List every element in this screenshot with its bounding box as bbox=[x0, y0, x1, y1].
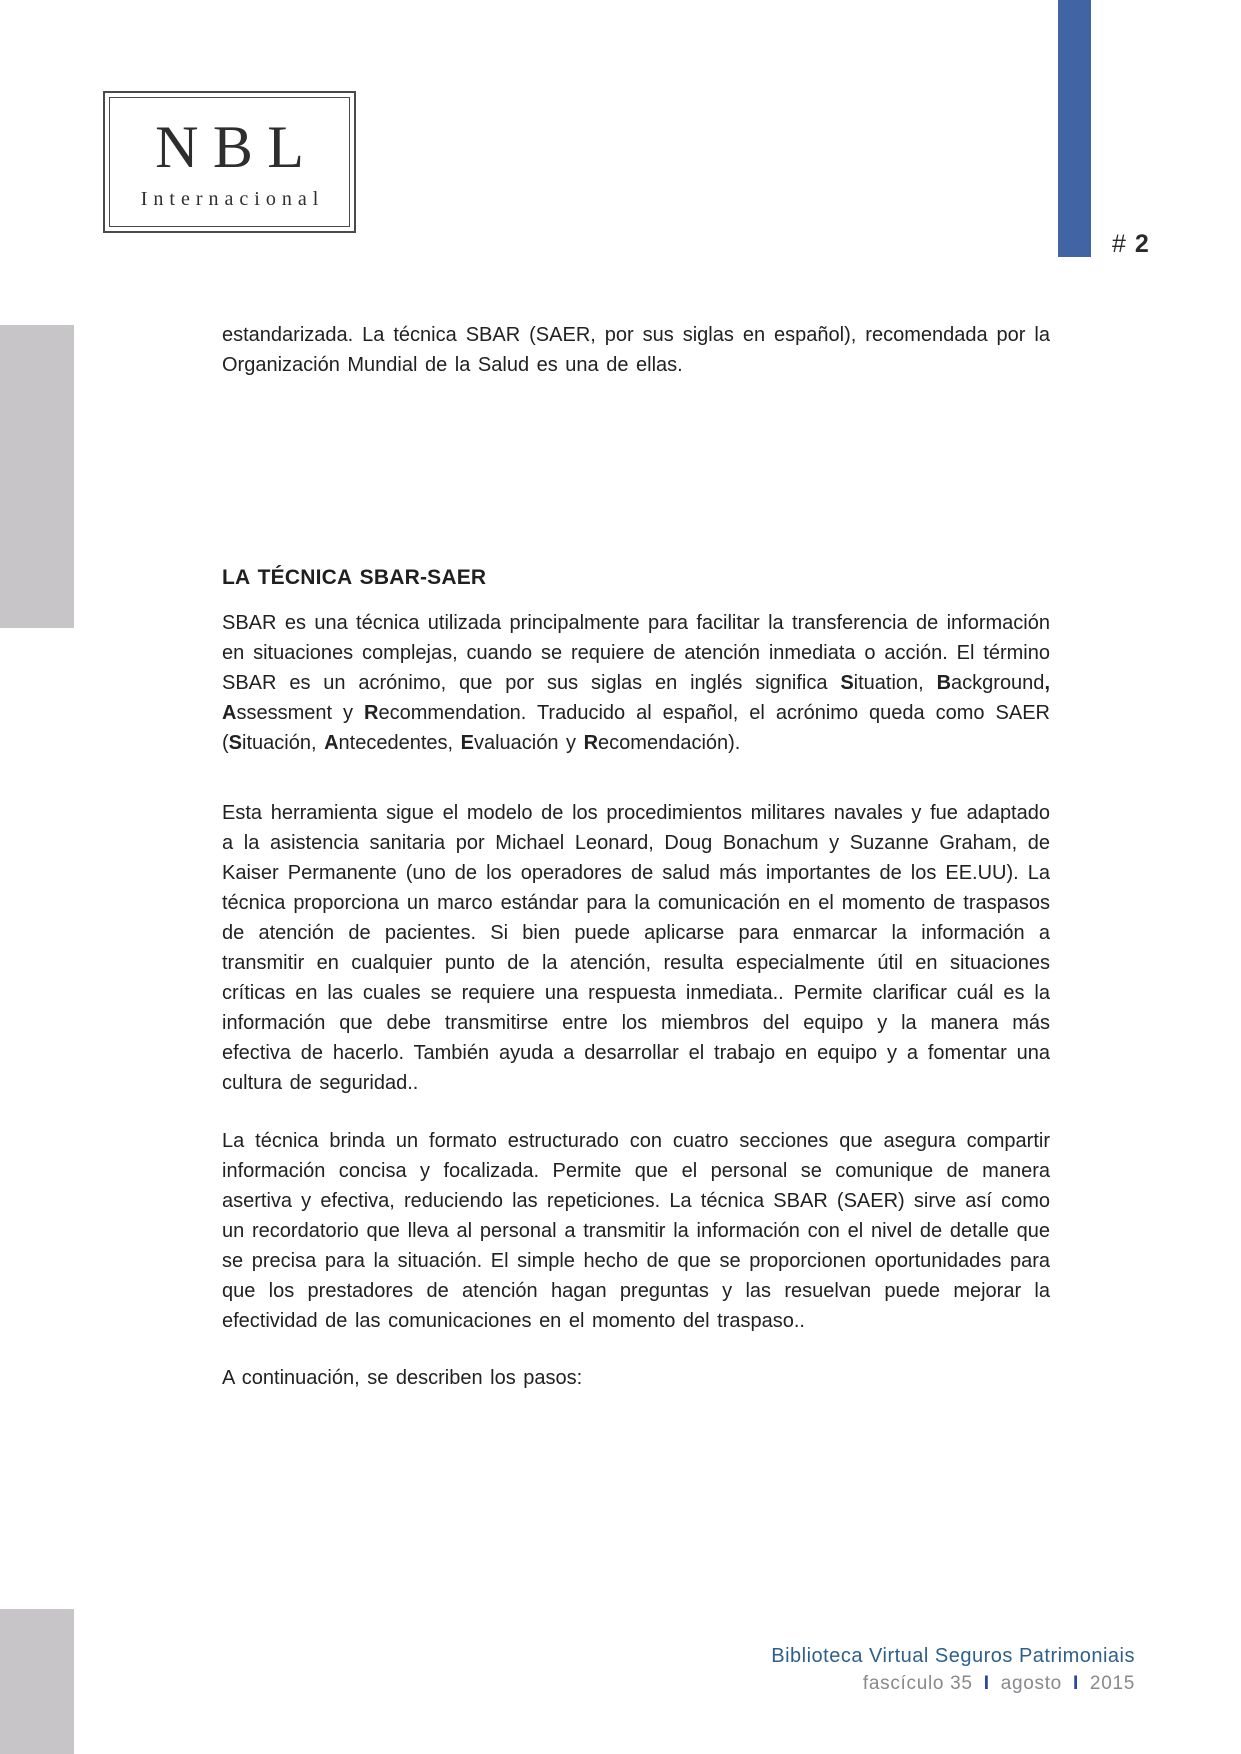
page-number bbox=[1112, 230, 1150, 259]
page-number-hash: # bbox=[1112, 230, 1127, 258]
left-margin-bar-bottom bbox=[0, 1609, 74, 1754]
logo-subtitle: Internacional bbox=[140, 188, 325, 210]
logo-title: NBL bbox=[155, 114, 319, 180]
closing-line: A continuación, se describen los pasos: bbox=[222, 1367, 583, 1389]
section-heading: LA TÉCNICA SBAR-SAER bbox=[222, 566, 487, 589]
footer-separator-icon: I bbox=[983, 1673, 990, 1694]
top-right-accent-bar bbox=[1058, 0, 1091, 257]
page-number-value: 2 bbox=[1134, 230, 1150, 258]
footer-month: agosto bbox=[1000, 1673, 1062, 1694]
nbl-logo-frame bbox=[109, 97, 350, 227]
sbar-definition-paragraph: SBAR es una técnica utilizada principalmente para facilitar la transferencia de información en situaciones complejas, cuando se requiere de atención inmediata o acción. El término SBAR es un acrónimo, que por sus siglas en inglés significa Situation, Background, Assessment y Recommendation. Traducido al español, el acrónimo queda como SAER (Situación, Antecedentes, Evaluación y Recomendación). bbox=[222, 612, 1051, 754]
left-margin-bar-top bbox=[0, 325, 74, 628]
footer-year: 2015 bbox=[1089, 1673, 1135, 1694]
page-footer bbox=[771, 1643, 1135, 1695]
footer-meta bbox=[771, 1673, 1135, 1695]
intro-paragraph: estandarizada. La técnica SBAR (SAER, por sus siglas en español), recomendada por la Organización Mundial de la Salud es una de ellas. bbox=[222, 324, 1050, 376]
format-paragraph: La técnica brinda un formato estructurado con cuatro secciones que asegura compartir información concisa y focalizada. Permite que el personal se comunique de manera asertiva y efectiva, reduciendo las repeticiones. La técnica SBAR (SAER) sirve así como un recordatorio que lleva al personal a transmitir la información con el nivel de detalle que se precisa para la situación. El simple hecho de que se proporcionen oportunidades para que los prestadores de atención hagan preguntas y las resuelvan puede mejorar la efectividad de las comunicaciones en el momento del traspaso.. bbox=[222, 1130, 1050, 1332]
nbl-logo bbox=[103, 91, 356, 233]
document-content bbox=[222, 320, 1050, 1393]
footer-title: Biblioteca Virtual Seguros Patrimoniais bbox=[771, 1645, 1135, 1667]
history-paragraph: Esta herramienta sigue el modelo de los procedimientos militares navales y fue adaptado a la asistencia sanitaria por Michael Leonard, Doug Bonachum y Suzanne Graham, de Kaiser Permanente (uno de los operadores de salud más importantes de los EE.UU). La técnica proporciona un marco estándar para la comunicación en el momento de traspasos de atención de pacientes. Si bien puede aplicarse para enmarcar la información a transmitir en cualquier punto de la atención, resulta especialmente útil en situaciones críticas en las cuales se requiere una respuesta inmediata.. Permite clarificar cuál es la información que debe transmitirse entre los miembros del equipo y la manera más efectiva de hacerlo. También ayuda a desarrollar el trabajo en equipo y a fomentar una cultura de seguridad.. bbox=[222, 802, 1050, 1094]
footer-fascicle: fascículo 35 bbox=[862, 1673, 973, 1694]
footer-separator-icon: I bbox=[1072, 1673, 1079, 1694]
